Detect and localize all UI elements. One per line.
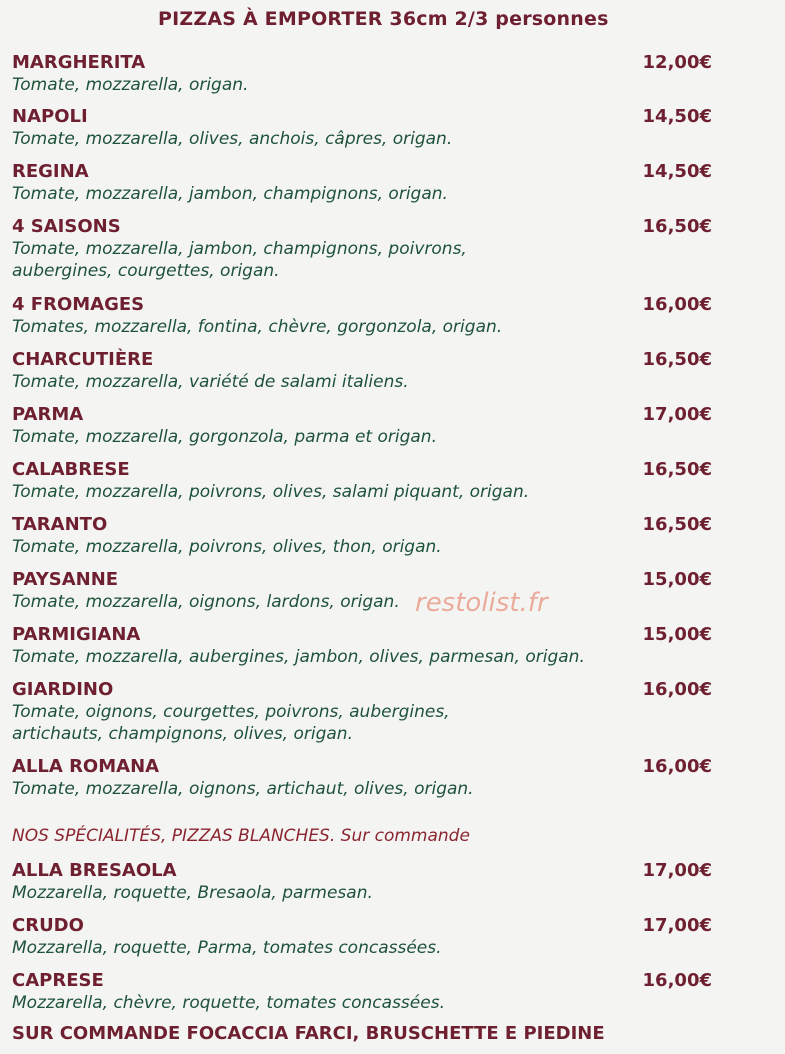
item-price: 15,00€ <box>642 569 712 590</box>
item-description: Mozzarella, roquette, Bresaola, parmesan. <box>12 883 373 903</box>
item-price: 16,50€ <box>642 216 712 237</box>
item-description: Mozzarella, chèvre, roquette, tomates concassées. <box>12 993 445 1013</box>
menu-item <box>12 679 712 745</box>
item-description: Tomate, mozzarella, aubergines, jambon, olives, parmesan, origan. <box>12 647 585 667</box>
specialties-section-title: NOS SPÉCIALITÉS, PIZZAS BLANCHES. Sur commande <box>12 826 470 846</box>
menu-item <box>12 52 712 96</box>
item-price: 17,00€ <box>642 915 712 936</box>
item-price: 16,50€ <box>642 459 712 480</box>
item-name: REGINA <box>12 161 89 182</box>
item-description: Tomates, mozzarella, fontina, chèvre, gorgonzola, origan. <box>12 317 503 337</box>
page-title: PIZZAS À EMPORTER 36cm 2/3 personnes <box>158 8 609 30</box>
item-description: Tomate, mozzarella, poivrons, olives, salami piquant, origan. <box>12 482 530 502</box>
item-name: ALLA BRESAOLA <box>12 860 177 881</box>
menu-item <box>12 106 712 150</box>
item-price: 14,50€ <box>642 106 712 127</box>
menu-item <box>12 459 712 503</box>
menu-item <box>12 404 712 448</box>
item-description: Tomate, mozzarella, origan. <box>12 75 249 95</box>
menu-item <box>12 624 712 668</box>
item-description: Tomate, mozzarella, variété de salami italiens. <box>12 372 409 392</box>
item-price: 16,50€ <box>642 514 712 535</box>
menu-item <box>12 216 712 282</box>
item-name: PARMIGIANA <box>12 624 141 645</box>
item-name: 4 SAISONS <box>12 216 121 237</box>
item-price: 16,00€ <box>642 679 712 700</box>
item-price: 14,50€ <box>642 161 712 182</box>
item-description: Tomate, mozzarella, gorgonzola, parma et origan. <box>12 427 437 447</box>
watermark: restolist.fr <box>415 588 548 618</box>
specialty-item <box>12 970 712 1014</box>
menu-item <box>12 349 712 393</box>
item-name: GIARDINO <box>12 679 114 700</box>
item-name: CAPRESE <box>12 970 104 991</box>
menu-item <box>12 294 712 338</box>
menu-item <box>12 569 712 613</box>
item-name: 4 FROMAGES <box>12 294 145 315</box>
specialty-item <box>12 915 712 959</box>
item-name: PARMA <box>12 404 84 425</box>
item-name: PAYSANNE <box>12 569 119 590</box>
item-name: CALABRESE <box>12 459 130 480</box>
item-description: Tomate, mozzarella, jambon, champignons, origan. <box>12 184 448 204</box>
specialty-item <box>12 860 712 904</box>
menu-item <box>12 756 712 800</box>
item-description: Tomate, oignons, courgettes, poivrons, aubergines, artichauts, champignons, olives, origan. <box>12 702 450 744</box>
item-description: Tomate, mozzarella, jambon, champignons, poivrons, aubergines, courgettes, origan. <box>12 239 467 281</box>
item-price: 15,00€ <box>642 624 712 645</box>
item-price: 17,00€ <box>642 860 712 881</box>
item-name: MARGHERITA <box>12 52 146 73</box>
item-name: NAPOLI <box>12 106 88 127</box>
item-price: 16,50€ <box>642 349 712 370</box>
menu-item <box>12 514 712 558</box>
item-description: Tomate, mozzarella, poivrons, olives, thon, origan. <box>12 537 442 557</box>
item-price: 16,00€ <box>642 756 712 777</box>
item-price: 16,00€ <box>642 970 712 991</box>
item-description: Tomate, mozzarella, olives, anchois, câpres, origan. <box>12 129 453 149</box>
item-name: CHARCUTIÈRE <box>12 349 154 370</box>
item-description: Tomate, mozzarella, oignons, artichaut, olives, origan. <box>12 779 474 799</box>
footer-note: SUR COMMANDE FOCACCIA FARCI, BRUSCHETTE E PIEDINE <box>12 1023 605 1044</box>
item-description: Tomate, mozzarella, oignons, lardons, origan. <box>12 592 400 612</box>
item-price: 12,00€ <box>642 52 712 73</box>
item-description: Mozzarella, roquette, Parma, tomates concassées. <box>12 938 442 958</box>
item-name: TARANTO <box>12 514 108 535</box>
item-price: 17,00€ <box>642 404 712 425</box>
item-price: 16,00€ <box>642 294 712 315</box>
item-name: ALLA ROMANA <box>12 756 160 777</box>
menu-item <box>12 161 712 205</box>
item-name: CRUDO <box>12 915 84 936</box>
